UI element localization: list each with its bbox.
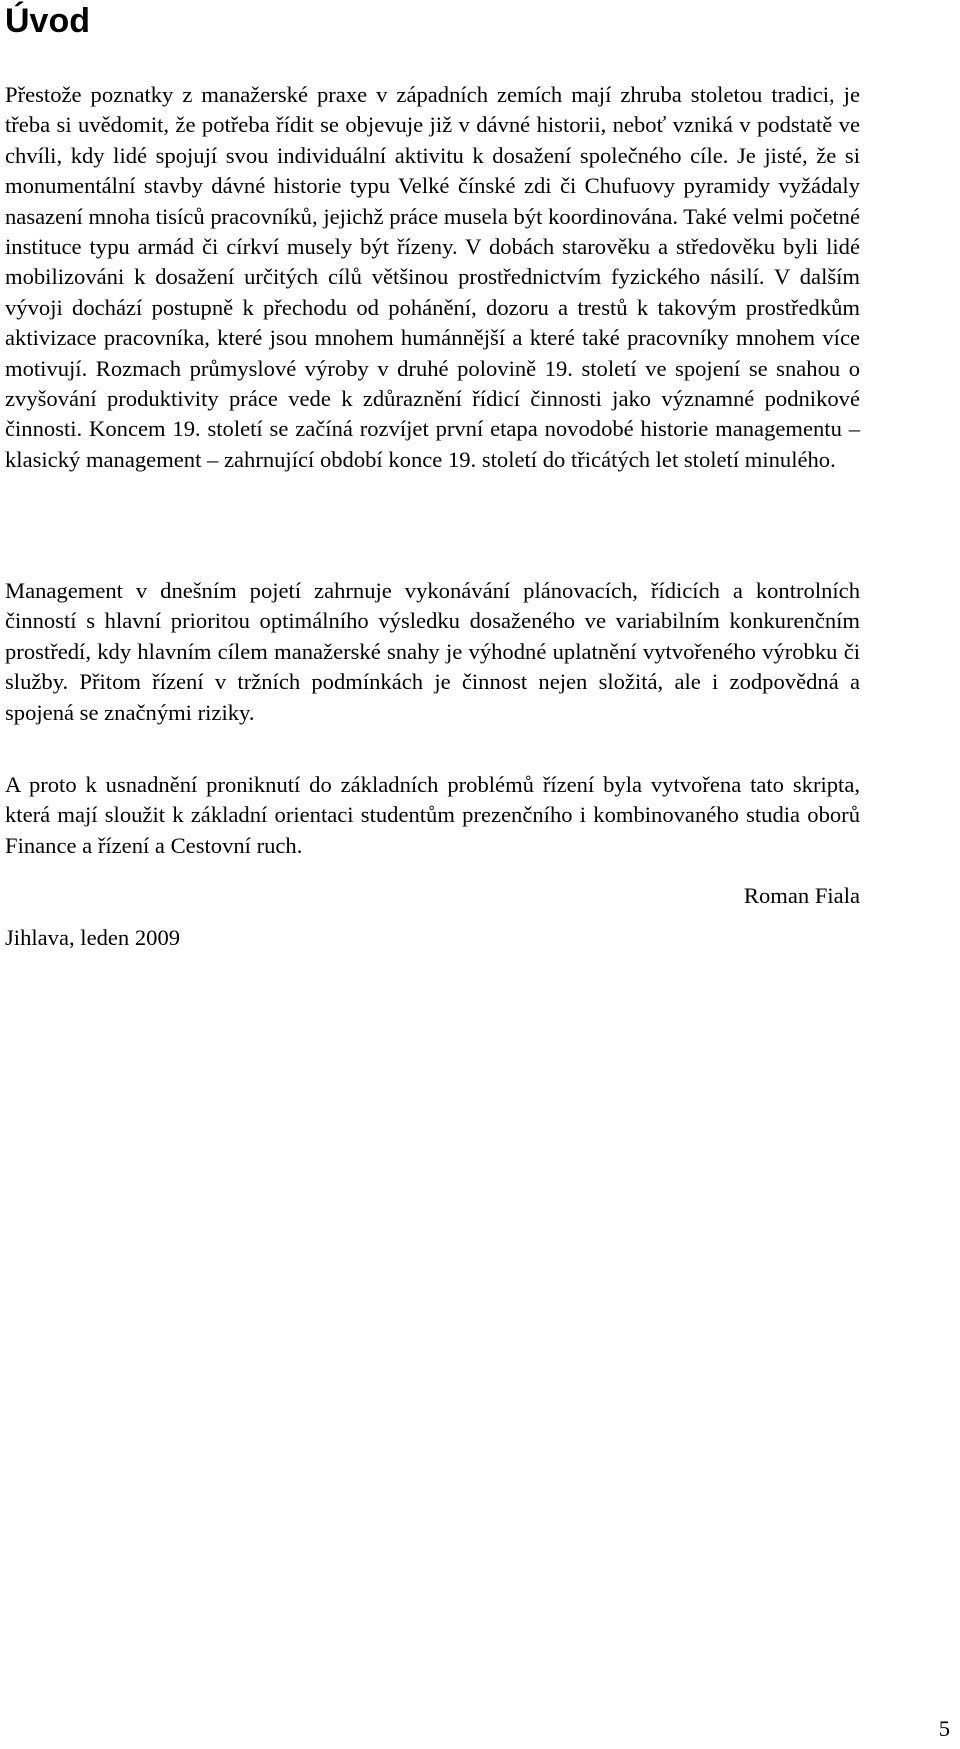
- page-number: 5: [938, 1716, 950, 1741]
- place-date: Jihlava, leden 2009: [5, 925, 181, 950]
- author-signature: Roman Fiala: [743, 883, 860, 908]
- page-title: Úvod: [5, 2, 90, 40]
- paragraph-purpose: A proto k usnadnění proniknutí do základních problémů řízení byla vytvořena tato skripta, která mají sloužit k základní orientaci studentům prezenčního i kombinovaného studia oborů Finance a řízení a Cestovní ruch.: [5, 772, 860, 858]
- paragraph-management: Management v dnešním pojetí zahrnuje vykonávání plánovacích, řídicích a kontrolních činností s hlavní prioritou optimálního výsledku dosaženého ve variabilním konkurenčním prostředí, kdy hlavním cílem manažerské snahy je výhodné uplatnění vytvořeného výrobku či služby. Přitom řízení v tržních podmínkách je činnost nejen složitá, ale i zodpovědná a spojená se značnými riziky.: [5, 578, 860, 725]
- paragraph-history: Přestože poznatky z manažerské praxe v západních zemích mají zhruba stoletou tradici, je třeba si uvědomit, že potřeba řídit se objevuje již v dávné historii, neboť vzniká v podstatě ve chvíli, kdy lidé spojují svou individuální aktivitu k dosažení společného cíle. Je jisté, že si monumentální stavby dávné historie typu Velké čínské zdi či Chufuovy pyramidy vyžádaly nasazení mnoha tisíců pracovníků, jejichž práce musela být koordinována. Také velmi početné instituce typu armád či církví musely být řízeny. V dobách starověku a středověku byli lidé mobilizováni k dosažení určitých cílů většinou prostřednictvím fyzického násilí. V dalším vývoji dochází postupně k přechodu od pohánění, dozoru a trestů k takovým prostředkům aktivizace pracovníka, které jsou mnohem humánnější a které také pracovníky mnohem více motivují. Rozmach průmyslové výroby v druhé polovině 19. století ve spojení se snahou o zvyšování produktivity práce vede k zdůraznění řídicí činnosti jako významné podnikové činnosti. Koncem 19. století se začíná rozvíjet první etapa novodobé historie managementu – klasický management – zahrnující období konce 19. století do třicátých let století minulého.: [5, 82, 860, 472]
